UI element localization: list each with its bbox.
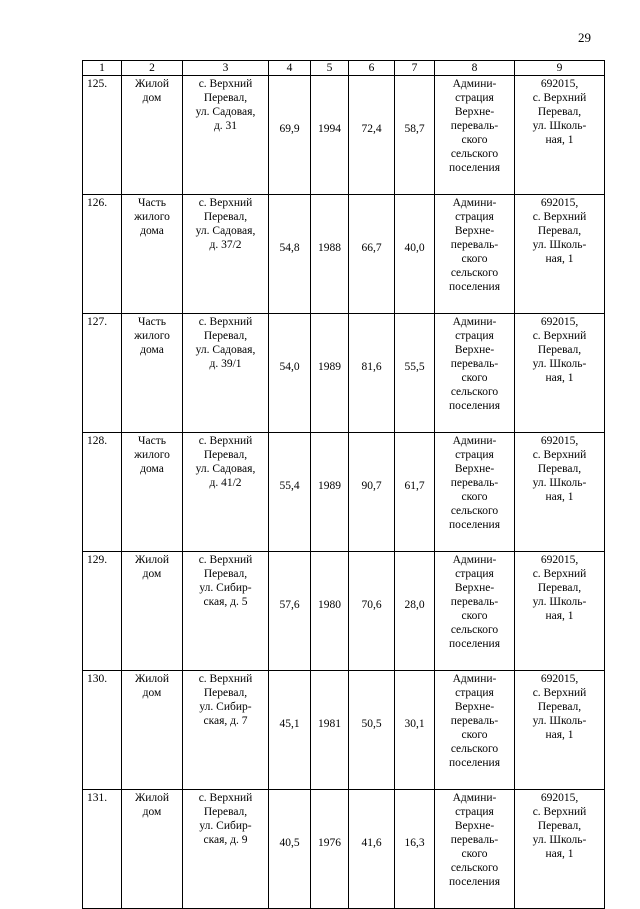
year-built: 1976: [311, 790, 349, 909]
owner-address: 692015, с. Верхний Перевал, ул. Школь- ная, 1: [515, 76, 605, 195]
column-header: 3: [183, 61, 269, 76]
table-row: [83, 76, 605, 195]
table-row: [83, 195, 605, 314]
column-header: 6: [349, 61, 395, 76]
object-address: с. Верхний Перевал, ул. Сибир- ская, д. 7: [183, 671, 269, 790]
owner-address: 692015, с. Верхний Перевал, ул. Школь- ная, 1: [515, 433, 605, 552]
column-header: 5: [311, 61, 349, 76]
year-built: 1989: [311, 314, 349, 433]
object-type: Часть жилого дома: [122, 195, 183, 314]
table-row: [83, 314, 605, 433]
value-col-4: 45,1: [269, 671, 311, 790]
object-type: Часть жилого дома: [122, 433, 183, 552]
value-col-4: 40,5: [269, 790, 311, 909]
column-header: 7: [395, 61, 435, 76]
owner-name: Админи- страция Верхне- переваль- ского сельского поселения: [435, 433, 515, 552]
row-number: 129.: [83, 552, 122, 671]
table-row: [83, 552, 605, 671]
object-address: с. Верхний Перевал, ул. Садовая, д. 39/1: [183, 314, 269, 433]
row-number: 127.: [83, 314, 122, 433]
column-header: 9: [515, 61, 605, 76]
row-number: 126.: [83, 195, 122, 314]
column-header: 2: [122, 61, 183, 76]
column-header: 4: [269, 61, 311, 76]
year-built: 1981: [311, 671, 349, 790]
value-col-7: 28,0: [395, 552, 435, 671]
object-address: с. Верхний Перевал, ул. Сибир- ская, д. 9: [183, 790, 269, 909]
owner-name: Админи- страция Верхне- переваль- ского сельского поселения: [435, 314, 515, 433]
value-col-4: 55,4: [269, 433, 311, 552]
row-number: 131.: [83, 790, 122, 909]
object-type: Жилой дом: [122, 76, 183, 195]
owner-address: 692015, с. Верхний Перевал, ул. Школь- ная, 1: [515, 671, 605, 790]
object-address: с. Верхний Перевал, ул. Садовая, д. 31: [183, 76, 269, 195]
value-col-6: 66,7: [349, 195, 395, 314]
table-row: [83, 790, 605, 909]
object-type: Жилой дом: [122, 671, 183, 790]
object-type: Часть жилого дома: [122, 314, 183, 433]
value-col-7: 55,5: [395, 314, 435, 433]
value-col-4: 57,6: [269, 552, 311, 671]
object-type: Жилой дом: [122, 790, 183, 909]
owner-address: 692015, с. Верхний Перевал, ул. Школь- ная, 1: [515, 195, 605, 314]
owner-address: 692015, с. Верхний Перевал, ул. Школь- ная, 1: [515, 314, 605, 433]
object-type: Жилой дом: [122, 552, 183, 671]
value-col-4: 54,0: [269, 314, 311, 433]
owner-name: Админи- страция Верхне- переваль- ского сельского поселения: [435, 195, 515, 314]
table-row: [83, 671, 605, 790]
value-col-4: 69,9: [269, 76, 311, 195]
value-col-6: 50,5: [349, 671, 395, 790]
object-address: с. Верхний Перевал, ул. Садовая, д. 41/2: [183, 433, 269, 552]
row-number: 125.: [83, 76, 122, 195]
row-number: 128.: [83, 433, 122, 552]
owner-name: Админи- страция Верхне- переваль- ского сельского поселения: [435, 76, 515, 195]
value-col-4: 54,8: [269, 195, 311, 314]
value-col-7: 40,0: [395, 195, 435, 314]
owner-name: Админи- страция Верхне- переваль- ского сельского поселения: [435, 552, 515, 671]
value-col-6: 41,6: [349, 790, 395, 909]
table-header-row: [83, 61, 605, 76]
owner-address: 692015, с. Верхний Перевал, ул. Школь- ная, 1: [515, 790, 605, 909]
value-col-7: 61,7: [395, 433, 435, 552]
value-col-6: 72,4: [349, 76, 395, 195]
object-address: с. Верхний Перевал, ул. Сибир- ская, д. 5: [183, 552, 269, 671]
table-row: [83, 433, 605, 552]
owner-name: Админи- страция Верхне- переваль- ского сельского поселения: [435, 671, 515, 790]
owner-address: 692015, с. Верхний Перевал, ул. Школь- ная, 1: [515, 552, 605, 671]
value-col-6: 81,6: [349, 314, 395, 433]
year-built: 1989: [311, 433, 349, 552]
value-col-6: 70,6: [349, 552, 395, 671]
column-header: 8: [435, 61, 515, 76]
page-number: 29: [578, 30, 591, 45]
property-registry-table: [82, 60, 605, 909]
value-col-7: 58,7: [395, 76, 435, 195]
object-address: с. Верхний Перевал, ул. Садовая, д. 37/2: [183, 195, 269, 314]
year-built: 1988: [311, 195, 349, 314]
owner-name: Админи- страция Верхне- переваль- ского сельского поселения: [435, 790, 515, 909]
year-built: 1980: [311, 552, 349, 671]
value-col-7: 16,3: [395, 790, 435, 909]
value-col-7: 30,1: [395, 671, 435, 790]
column-header: 1: [83, 61, 122, 76]
value-col-6: 90,7: [349, 433, 395, 552]
row-number: 130.: [83, 671, 122, 790]
year-built: 1994: [311, 76, 349, 195]
